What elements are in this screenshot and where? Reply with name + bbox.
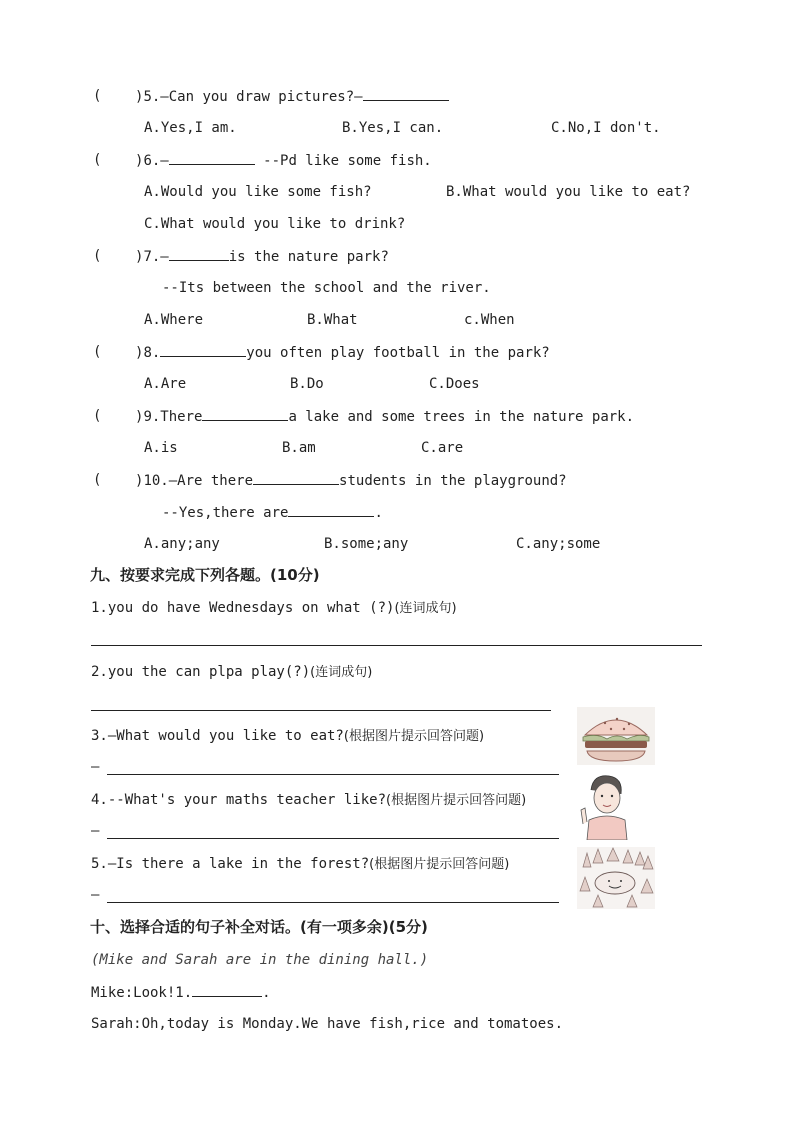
question-6-stem: )6.— --Pd like some fish. (135, 153, 432, 169)
task-5: 5.—Is there a lake in the forest?(根据图片提示回答问题) (91, 856, 510, 872)
task-4: 4.--What's your maths teacher like?(根据图片提示回答问题) (91, 792, 527, 808)
forest-picture (577, 847, 655, 909)
answer-blank[interactable] (169, 151, 255, 165)
option-c: C.What would you like to drink? (144, 216, 406, 232)
answer-dash: — (91, 887, 100, 903)
option-b: B.Do (290, 376, 324, 392)
answer-paren-open[interactable]: ( (93, 344, 102, 360)
answer-blank[interactable] (363, 87, 449, 101)
section-9-title: 九、按要求完成下列各题。(10分) (90, 566, 320, 584)
question-10-stem: )10.—Are there students in the playground? (135, 473, 567, 489)
option-b: B.Yes,I can. (342, 120, 444, 136)
answer-paren-open[interactable]: ( (93, 152, 102, 168)
answer-paren-open[interactable]: ( (93, 472, 102, 488)
task-1: 1.you do have Wednesdays on what (?)(连词成句) (91, 600, 457, 616)
question-5-stem: )5.—Can you draw pictures?— (135, 87, 449, 106)
question-9-stem: )9.There a lake and some trees in the nature park. (135, 409, 635, 425)
option-a: A.Would you like some fish? (144, 184, 372, 200)
option-a: A.Where (144, 312, 204, 328)
dialogue-sarah: Sarah:Oh,today is Monday.We have fish,rice and tomatoes. (91, 1016, 564, 1032)
section-10-title: 十、选择合适的句子补全对话。(有一项多余)(5分) (90, 918, 428, 936)
option-b: B.am (282, 440, 316, 456)
answer-line[interactable] (107, 902, 559, 903)
question-10-line2: --Yes,there are . (162, 505, 383, 521)
answer-paren-open[interactable]: ( (93, 408, 102, 424)
answer-paren-open[interactable]: ( (93, 88, 102, 104)
task-2: 2.you the can plpa play(?)(连词成句) (91, 664, 373, 680)
answer-dash: — (91, 759, 100, 775)
hamburger-picture (577, 707, 655, 765)
option-a: A.Are (144, 376, 187, 392)
option-b: B.What would you like to eat? (446, 184, 691, 200)
option-b: B.What (307, 312, 358, 328)
answer-blank[interactable] (160, 343, 246, 357)
dialogue-mike: Mike:Look!1. . (91, 985, 271, 1001)
option-a: A.is (144, 440, 178, 456)
option-c: C.No,I don't. (551, 120, 661, 136)
answer-paren-open[interactable]: ( (93, 248, 102, 264)
question-8-stem: )8. you often play football in the park? (135, 345, 550, 361)
option-c: C.any;some (516, 536, 601, 552)
option-c: C.are (421, 440, 464, 456)
answer-blank[interactable] (192, 983, 262, 997)
answer-blank[interactable] (288, 503, 374, 517)
answer-blank[interactable] (169, 247, 229, 261)
option-b: B.some;any (324, 536, 409, 552)
answer-blank[interactable] (202, 407, 288, 421)
scene-description: (Mike and Sarah are in the dining hall.) (91, 952, 429, 968)
question-7-stem: )7.— is the nature park? (135, 249, 389, 265)
option-a: A.any;any (144, 536, 220, 552)
teacher-picture (577, 768, 633, 840)
option-a: A.Yes,I am. (144, 120, 237, 136)
task-3: 3.—What would you like to eat?(根据图片提示回答问题) (91, 728, 485, 744)
answer-line[interactable] (107, 774, 559, 775)
question-7-line2: --Its between the school and the river. (162, 280, 491, 296)
answer-line[interactable] (107, 838, 559, 839)
option-c: c.When (464, 312, 515, 328)
answer-blank[interactable] (253, 471, 339, 485)
answer-line[interactable] (91, 710, 551, 711)
answer-line[interactable] (91, 645, 702, 646)
answer-dash: — (91, 823, 100, 839)
option-c: C.Does (429, 376, 480, 392)
